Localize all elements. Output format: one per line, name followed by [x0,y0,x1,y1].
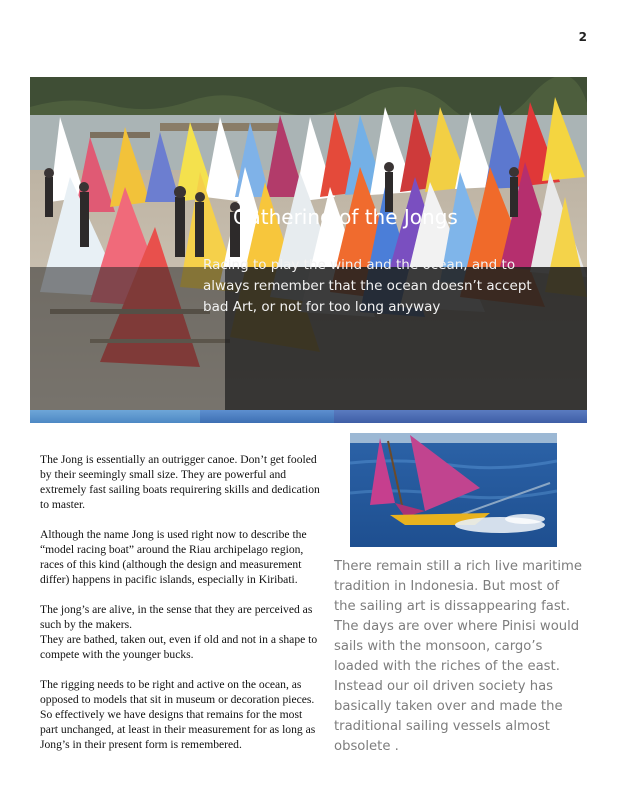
body-paragraph: They are bathed, taken out, even if old and not in a shape to compete with the younger bucks. [40,633,318,661]
article-body [40,452,322,760]
jong-boat-photo [350,433,557,547]
accent-stripe-1 [30,410,200,423]
body-paragraph: The rigging needs to be right and active on the ocean, as opposed to models that sit in museum or decoration pieces. So effectively we have designs that remains for the most part unchanged, at least in their measurement for as long as Jong’s in their present form is remembered. [40,678,316,751]
accent-stripe-2 [200,410,334,423]
hero-banner [30,77,587,410]
hero-subtitle: Racing to play the wind and the ocean, and to always remember that the ocean doesn’t accept bad Art, or not for too long anyway [203,257,532,315]
body-paragraph: The Jong is essentially an outrigger canoe. Don’t get fooled by their seemingly small size. They are powerful and extremely fast sailing boats requirering skills and dedication to master. [40,453,320,511]
side-note: There remain still a rich live maritime tradition in Indonesia. But most of the sailing art is dissappearing fast. The days are over where Pinisi would sails with the monsoon, cargo’s loaded with the riches of the east. Instead our oil driven society has basically taken over and made the traditional sailing vessels almost obsolete . [334,559,582,754]
accent-stripe-3 [334,410,587,423]
page-number: 2 [578,30,587,44]
body-paragraph: The jong’s are alive, in the sense that they are perceived as such by the makers. [40,603,313,631]
hero-title: Gathering of the Jongs [233,205,458,229]
body-paragraph: Although the name Jong is used right now to describe the “model racing boat” around the Riau archipelago region, races of this kind (although the design and measurement differ) happens in pacific islands, especially in Kiribati. [40,528,307,586]
